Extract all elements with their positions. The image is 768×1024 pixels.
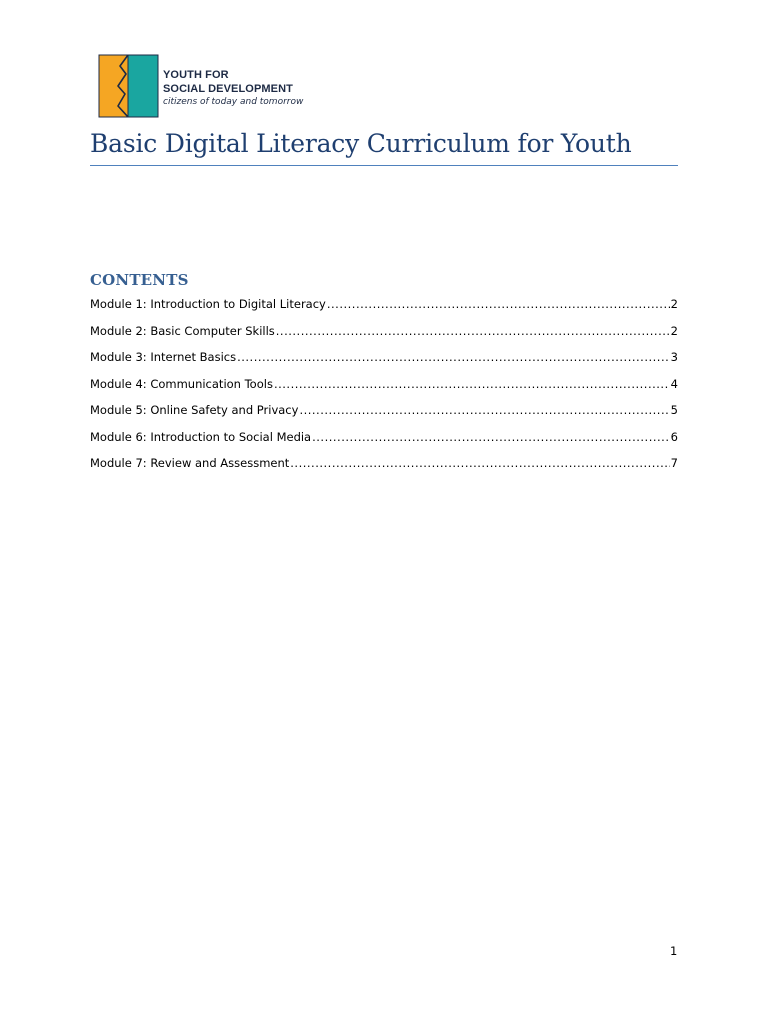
toc-entry-page: 4 bbox=[670, 376, 678, 391]
toc-entry-module-1[interactable] bbox=[90, 294, 678, 321]
toc-entry-module-3[interactable] bbox=[90, 347, 678, 374]
organization-logo bbox=[98, 53, 310, 119]
toc-entry-page: 5 bbox=[670, 403, 678, 417]
toc-entry-module-7[interactable] bbox=[90, 453, 678, 480]
toc-entry-label: Module 4: Communication Tools bbox=[90, 376, 273, 391]
toc-entry-label: Module 3: Internet Basics bbox=[90, 350, 237, 364]
toc-entry-module-5[interactable] bbox=[90, 400, 678, 427]
toc-dot-leader bbox=[237, 347, 670, 367]
toc-entry-page: 6 bbox=[670, 429, 678, 444]
toc-entry-label: Module 1: Introduction to Digital Literacy bbox=[90, 297, 326, 311]
toc-entry-page: 3 bbox=[670, 350, 678, 364]
toc-entry-label: Module 7: Review and Assessment bbox=[90, 456, 290, 470]
title-divider bbox=[90, 165, 678, 166]
contents-heading: CONTENTS bbox=[90, 271, 189, 289]
toc-entry-module-4[interactable] bbox=[90, 374, 678, 401]
toc-dot-leader bbox=[312, 427, 670, 447]
table-of-contents bbox=[90, 294, 678, 480]
logo-org-name-line1: YOUTH FOR bbox=[163, 68, 229, 81]
logo-text bbox=[163, 64, 303, 109]
toc-dot-leader bbox=[327, 294, 670, 314]
logo-tagline: citizens of today and tomorrow bbox=[163, 96, 304, 107]
toc-dot-leader bbox=[274, 374, 670, 394]
toc-entry-page: 2 bbox=[670, 297, 678, 311]
toc-entry-label: Module 2: Basic Computer Skills bbox=[90, 323, 275, 338]
logo-mark-icon bbox=[98, 54, 159, 118]
toc-entry-page: 7 bbox=[670, 456, 678, 470]
toc-entry-label: Module 6: Introduction to Social Media bbox=[90, 429, 312, 444]
page-number: 1 bbox=[670, 944, 678, 958]
toc-entry-page: 2 bbox=[670, 323, 678, 338]
toc-entry-module-6[interactable] bbox=[90, 427, 678, 454]
toc-dot-leader bbox=[299, 400, 669, 420]
toc-entry-label: Module 5: Online Safety and Privacy bbox=[90, 403, 299, 417]
toc-dot-leader bbox=[290, 453, 669, 473]
document-title: Basic Digital Literacy Curriculum for Youth bbox=[90, 129, 632, 158]
toc-entry-module-2[interactable] bbox=[90, 321, 678, 348]
logo-org-name-line2: SOCIAL DEVELOPMENT bbox=[163, 82, 293, 95]
toc-dot-leader bbox=[276, 321, 670, 341]
